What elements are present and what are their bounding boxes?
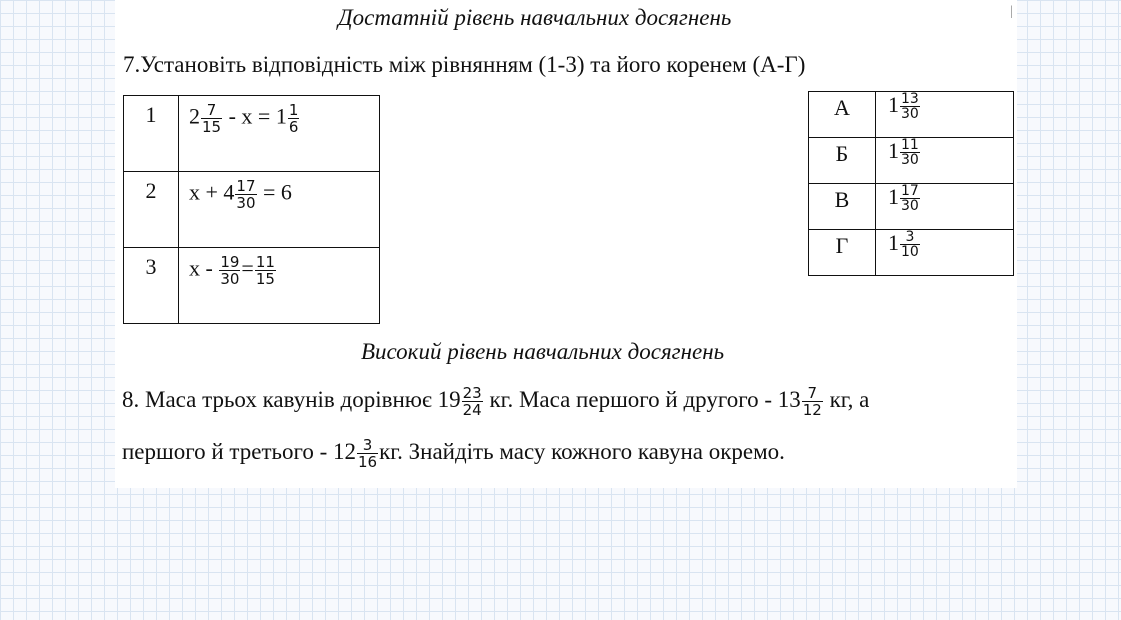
fraction bbox=[802, 385, 823, 418]
root-value bbox=[876, 138, 1014, 184]
cursor-mark: | bbox=[1010, 4, 1013, 19]
equation-number: 2 bbox=[124, 172, 179, 248]
task7-text: 7.Установіть відповідність між рівнянням (1-3) та його коренем (А-Г) bbox=[123, 52, 806, 77]
sufficient-level-heading: Достатній рівень навчальних досягнень bbox=[338, 5, 732, 30]
root-whole: 1 bbox=[888, 92, 899, 117]
equation-text: 2 bbox=[189, 103, 200, 129]
task8-text: кг. Маса першого й другого - 13 bbox=[483, 386, 801, 412]
numerator: 17 bbox=[901, 183, 919, 200]
equation-text: = bbox=[241, 255, 254, 281]
table-row bbox=[809, 230, 1014, 276]
fraction bbox=[288, 102, 300, 135]
numerator: 1 bbox=[288, 101, 299, 119]
denominator: 15 bbox=[202, 118, 222, 136]
numerator: 19 bbox=[220, 253, 240, 271]
denominator: 12 bbox=[802, 401, 822, 419]
denominator: 30 bbox=[220, 270, 240, 288]
numerator: 11 bbox=[901, 137, 919, 154]
root-letter: В bbox=[809, 184, 876, 230]
equation-3 bbox=[179, 248, 380, 324]
fraction bbox=[462, 385, 483, 418]
root-letter: Г bbox=[809, 230, 876, 276]
task8-text: першого й третього - 12 bbox=[122, 438, 356, 464]
equation-text: x - bbox=[189, 255, 213, 281]
fraction bbox=[235, 178, 256, 211]
task8-text: 8. Маса трьох кавунів дорівнює 19 bbox=[122, 386, 461, 412]
root-value bbox=[876, 184, 1014, 230]
table-row bbox=[809, 92, 1014, 138]
task8-text: кг. Знайдіть масу кожного кавуна окремо. bbox=[379, 438, 785, 464]
denominator: 16 bbox=[358, 453, 378, 471]
equations-table bbox=[123, 95, 380, 324]
table-row bbox=[809, 184, 1014, 230]
numerator: 13 bbox=[901, 91, 919, 108]
numerator: 7 bbox=[206, 101, 217, 119]
root-whole: 1 bbox=[888, 138, 899, 163]
numerator: 11 bbox=[255, 253, 275, 271]
root-letter: Б bbox=[809, 138, 876, 184]
equation-number: 3 bbox=[124, 248, 179, 324]
table-row bbox=[124, 96, 380, 172]
high-level-heading: Високий рівень навчальних досягнень bbox=[361, 339, 725, 364]
numerator: 23 bbox=[462, 384, 482, 402]
root-whole: 1 bbox=[888, 230, 899, 255]
task8-line2 bbox=[122, 437, 785, 470]
denominator: 15 bbox=[255, 270, 275, 288]
root-letter: А bbox=[809, 92, 876, 138]
denominator: 6 bbox=[288, 118, 299, 136]
root-value bbox=[876, 92, 1014, 138]
root-whole: 1 bbox=[888, 184, 899, 209]
equation-text: - x = 1 bbox=[228, 103, 287, 129]
numerator: 7 bbox=[807, 384, 818, 402]
fraction bbox=[900, 184, 920, 213]
equation-text: = 6 bbox=[263, 179, 292, 205]
denominator: 30 bbox=[901, 106, 919, 123]
fraction bbox=[255, 254, 276, 287]
denominator: 30 bbox=[236, 194, 256, 212]
numerator: 3 bbox=[905, 229, 915, 246]
equation-2 bbox=[179, 172, 380, 248]
equation-number: 1 bbox=[124, 96, 179, 172]
table-row bbox=[124, 172, 380, 248]
task8-line1 bbox=[122, 385, 869, 418]
equation-1 bbox=[179, 96, 380, 172]
root-value bbox=[876, 230, 1014, 276]
numerator: 17 bbox=[236, 177, 256, 195]
denominator: 30 bbox=[901, 152, 919, 169]
fraction bbox=[201, 102, 222, 135]
denominator: 30 bbox=[901, 198, 919, 215]
denominator: 10 bbox=[901, 244, 919, 261]
fraction bbox=[357, 437, 378, 470]
fraction bbox=[900, 138, 920, 167]
denominator: 24 bbox=[462, 401, 482, 419]
roots-table bbox=[808, 91, 1014, 276]
task8-text: кг, а bbox=[823, 386, 870, 412]
numerator: 3 bbox=[362, 436, 373, 454]
fraction bbox=[900, 92, 920, 121]
equation-text: x + 4 bbox=[189, 179, 235, 205]
fraction bbox=[900, 230, 920, 259]
table-row bbox=[809, 138, 1014, 184]
fraction bbox=[219, 254, 240, 287]
table-row bbox=[124, 248, 380, 324]
